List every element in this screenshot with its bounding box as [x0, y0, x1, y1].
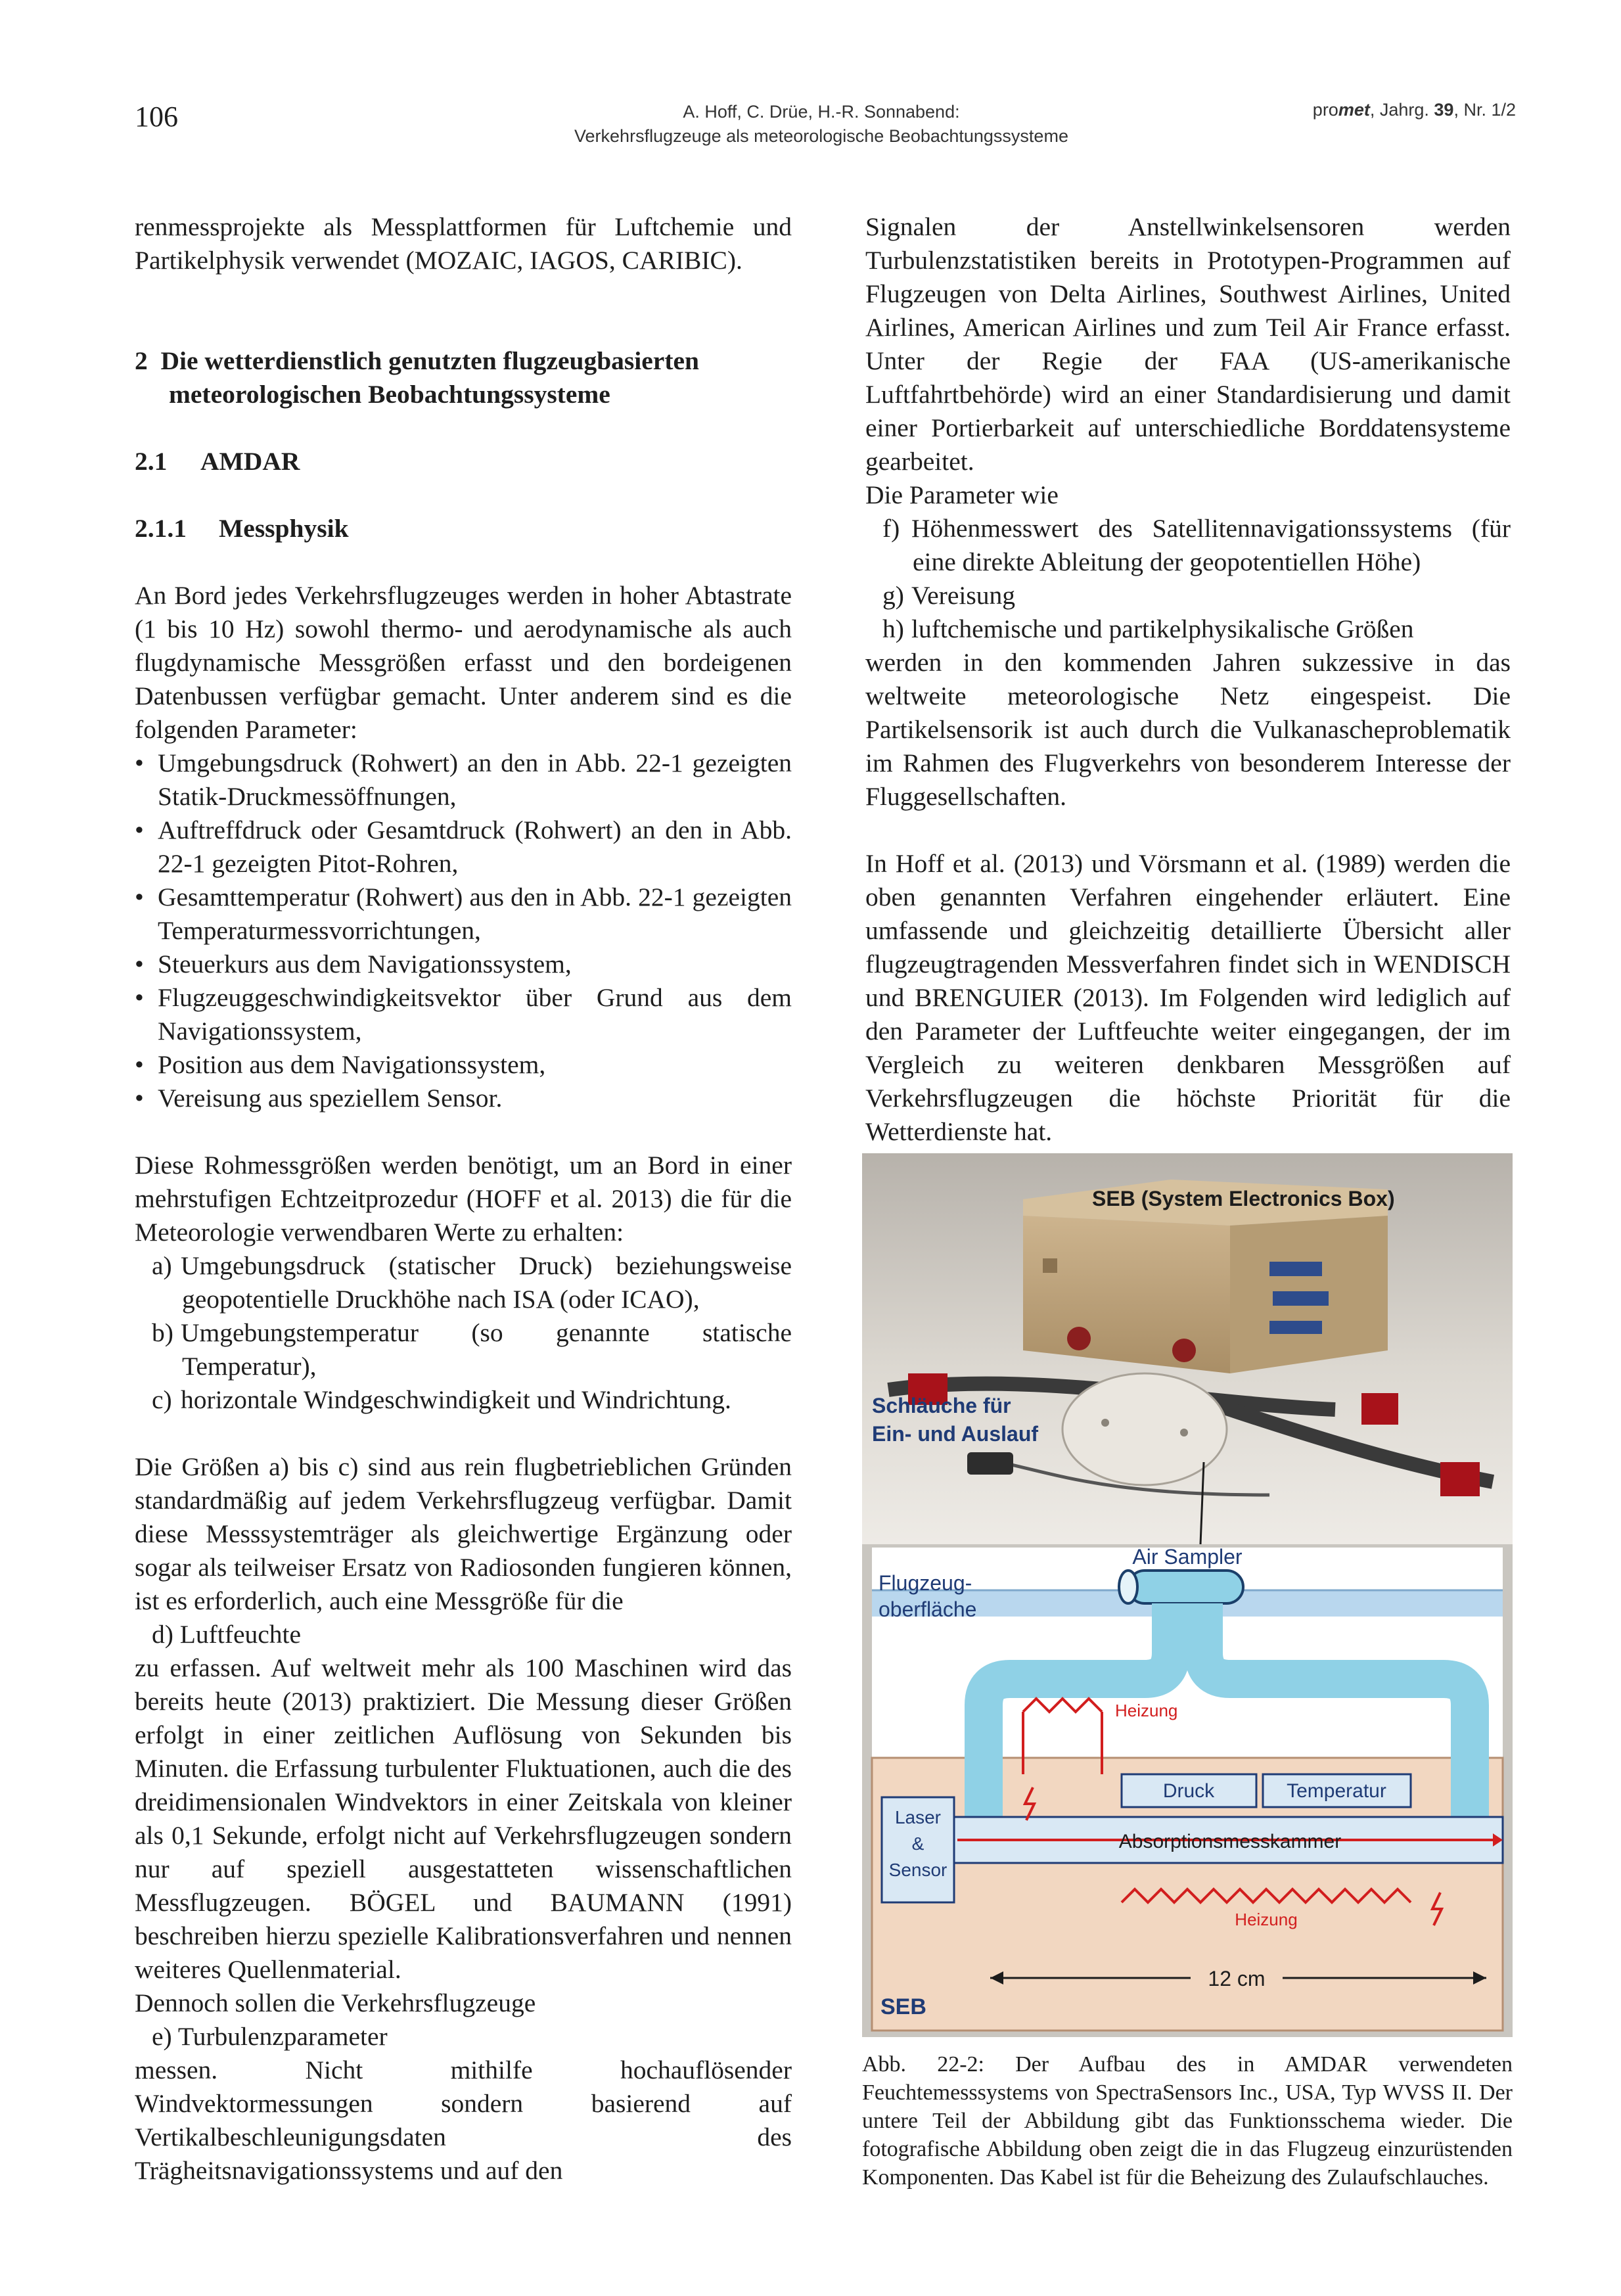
function-schematic — [862, 1544, 1513, 2037]
list-item: • Flugzeuggeschwindigkeitsvektor über Grund aus dem Navigationssystem, — [135, 981, 792, 1048]
paragraph: werden in den kommenden Jahren sukzessive in das weltweite meteorologische Netz eingespeist. Die Partikelsensorik ist auch durch die Vulkanascheproblematik im Rahmen des Flugverkehrs von besonderem Interesse der Fluggesellschaften. — [865, 648, 1511, 811]
subsection-title: AMDAR — [200, 447, 300, 476]
list-item — [865, 612, 1511, 646]
sensor-label: Sensor — [888, 1860, 947, 1880]
paragraph: Dennoch sollen die Verkehrsflugzeuge — [135, 1988, 536, 2017]
subsubsection-title: Messphysik — [219, 514, 349, 543]
section-title: Die wetterdienstlich genutzten flugzeugbasierten meteorologischen Beobachtungssysteme — [160, 346, 699, 409]
list-label: b) — [152, 1318, 173, 1347]
list-item: d) Luftfeuchte — [152, 1620, 302, 1649]
photo-label-hoses: Schläuche für — [872, 1394, 1011, 1417]
list-item: • Position aus dem Navigationssystem, — [135, 1048, 792, 1082]
aircraft-surface-label-2: oberfläche — [879, 1597, 977, 1621]
air-sampler-label: Air Sampler — [1132, 1545, 1243, 1569]
paragraph: In Hoff et al. (2013) und Vörsmann et al. (1989) werden die oben genannten Verfahren eingehender erläutert. Eine umfassende und gleichzeitig detaillierte Übersicht aller flugzeugtragenden Messverfahren findet sich in WENDISCH und BRENGUIER (2013). Im Folgenden wird lediglich auf den Parameter der Luftfeuchte weiter eingegangen, der im Vergleich zu weiteren denkbaren Messgrößen auf Verkehrsflugzeugen die höchste Priorität für die Wetterdienste hat. — [865, 849, 1511, 1146]
journal-volume: 39 — [1434, 100, 1454, 120]
section-heading — [135, 344, 792, 411]
list-text: Höhenmesswert des Satellitennavigationssystems (für eine direkte Ableitung der geopotentiellen Höhe) — [911, 514, 1511, 576]
list-text: horizontale Windgeschwindigkeit und Windrichtung. — [181, 1385, 731, 1414]
component-photo — [862, 1153, 1513, 1544]
left-column — [135, 210, 792, 2188]
list-item: • Gesamttemperatur (Rohwert) aus den in Abb. 22-1 gezeigten Temperaturmessvorrichtungen, — [135, 881, 792, 948]
seb-label: SEB — [880, 1994, 926, 2019]
heater-bottom-label: Heizung — [1235, 1910, 1298, 1929]
running-article-title: Verkehrsflugzeuge als meteorologische Beobachtungssysteme — [574, 126, 1068, 146]
section-number: 2 — [135, 346, 148, 375]
chamber-label: Absorptionsmesskammer — [1118, 1831, 1342, 1852]
running-title — [460, 100, 1183, 149]
running-authors: A. Hoff, C. Drüe, H.-R. Sonnabend: — [683, 102, 960, 122]
list-item — [135, 1316, 792, 1383]
list-item: • Umgebungsdruck (Rohwert) an den in Abb. 22-1 gezeigten Statik-Druckmessöffnungen, — [135, 746, 792, 814]
page-number: 106 — [135, 101, 178, 133]
paragraph: messen. Nicht mithilfe hochauflösender Windvektormessungen sondern basierend auf Vertikalbeschleunigungsdaten des Trägheitsnavigationssystems und auf den — [135, 2055, 792, 2185]
right-column — [865, 210, 1511, 1149]
list-item — [865, 512, 1511, 579]
photo-label-seb: SEB (System Electronics Box) — [1092, 1187, 1395, 1210]
paragraph: Diese Rohmessgrößen werden benötigt, um an Bord in einer mehrstufigen Echtzeitprozedur (HOFF et al. 2013) die für die Meteorologie verwendbaren Werte zu erhalten: — [135, 1151, 792, 1247]
journal-pro: pro — [1312, 100, 1338, 120]
paragraph: zu erfassen. Auf weltweit mehr als 100 Maschinen wird das bereits heute (2013) praktiziert. Die Messung dieser Größen erfolgt in einer zeitlichen Auflösung von Sekunden bis Minuten. die Erfassung turbulenter Fluktuationen, auch die des dreidimensionalen Windvektors in einer Zeitskala von kleiner als 0,1 Sekunde, erfolgt nicht auf Verkehrsflugzeugen sondern nur auf speziell ausgestatteten wissenschaftlichen Messflugzeugen. BÖGEL und BAUMANN (1991) beschreiben hierzu spezielle Kalibrationsverfahren und nennen weiteres Quellenmaterial. — [135, 1653, 792, 1984]
future-parameters-list — [865, 512, 1511, 646]
journal-met: met — [1338, 100, 1370, 120]
list-text: luftchemische und partikelphysikalische Größen — [911, 614, 1414, 643]
subsubsection-number: 2.1.1 — [135, 514, 187, 543]
subsubsection-heading — [135, 512, 792, 545]
paragraph: Signalen der Anstellwinkelsensoren werden Turbulenzstatistiken bereits in Prototypen-Programmen auf Flugzeugen von Delta Airlines, Southwest Airlines, United Airlines, American Airlines und zum Teil Air France erfasst. Unter der Regie der FAA (US-amerikanische Luftfahrtbehörde) wird an einer Standardisierung und damit einer Portierbarkeit auf unterschiedliche Borddatensysteme gearbeitet. — [865, 212, 1511, 476]
derived-values-list — [135, 1249, 792, 1417]
list-text: Umgebungstemperatur (so genannte statische Temperatur), — [181, 1318, 792, 1381]
heater-top-label: Heizung — [1115, 1701, 1178, 1720]
aircraft-surface-label: Flugzeug- — [879, 1571, 972, 1595]
figure-22-2 — [862, 1153, 1513, 2037]
list-item — [135, 1249, 792, 1316]
list-item — [865, 579, 1511, 612]
journal-mid: , Jahrg. — [1369, 100, 1434, 120]
list-label: h) — [882, 614, 904, 643]
list-text: Vereisung — [911, 581, 1015, 610]
laser-amp-label: & — [911, 1833, 925, 1854]
list-label: c) — [152, 1385, 172, 1414]
paragraph: An Bord jedes Verkehrsflugzeuges werden in hoher Abtastrate (1 bis 10 Hz) sowohl thermo- und aerodynamische als auch flugdynamische Messgrößen erfasst und den bordeigenen Datenbussen verfügbar gemacht. Unter anderem sind es die folgenden Parameter: — [135, 581, 792, 744]
list-label: f) — [882, 514, 900, 543]
list-item — [135, 1383, 792, 1417]
figure-caption: Abb. 22-2: Der Aufbau des in AMDAR verwendeten Feuchtemesssystems von SpectraSensors Inc., USA, Typ WVSS II. Der untere Teil der Abbildung gibt das Funktionsschema wieder. Die fotografische Abbildung oben zeigt die in das Flugzeug einzurüstenden Komponenten. Das Kabel ist für die Beheizung des Zulaufschlauches. — [862, 2052, 1513, 2190]
journal-sep: , Nr. — [1453, 100, 1492, 120]
journal-number: 1/2 — [1491, 100, 1516, 120]
list-label: a) — [152, 1251, 172, 1280]
pressure-label: Druck — [1162, 1780, 1215, 1802]
subsection-heading — [135, 445, 792, 478]
list-item: • Steuerkurs aus dem Navigationssystem, — [135, 948, 792, 981]
list-item: • Auftreffdruck oder Gesamtdruck (Rohwert) an den in Abb. 22-1 gezeigten Pitot-Rohren, — [135, 814, 792, 881]
list-text: Umgebungsdruck (statischer Druck) beziehungsweise geopotentielle Druckhöhe nach ISA (oder ICAO), — [181, 1251, 792, 1314]
running-header — [0, 0, 1621, 158]
laser-label: Laser — [894, 1807, 942, 1827]
list-label: g) — [882, 581, 904, 610]
paragraph: Die Größen a) bis c) sind aus rein flugbetrieblichen Gründen standardmäßig auf jedem Verkehrsflugzeug verfügbar. Damit diese Messsystemträger als gleichwertige Ergänzung oder sogar als teilweiser Ersatz von Radiosonden fungieren können, ist es erforderlich, auch eine Messgröße für die — [135, 1452, 792, 1615]
subsection-number: 2.1 — [135, 447, 168, 476]
temperature-label: Temperatur — [1287, 1780, 1386, 1802]
journal-reference — [1313, 100, 1516, 120]
parameter-list — [135, 746, 792, 1115]
list-item: • Vereisung aus speziellem Sensor. — [135, 1082, 792, 1115]
photo-label-hoses-2: Ein- und Auslauf — [872, 1422, 1039, 1446]
paragraph: renmessprojekte als Messplattformen für Luftchemie und Partikelphysik verwendet (MOZAIC, IAGOS, CARIBIC). — [135, 212, 792, 275]
list-item: e) Turbulenzparameter — [152, 2022, 388, 2051]
scale-label: 12 cm — [1208, 1967, 1266, 1990]
air-sampler-tube — [1128, 1571, 1243, 1603]
paragraph: Die Parameter wie — [865, 480, 1059, 509]
